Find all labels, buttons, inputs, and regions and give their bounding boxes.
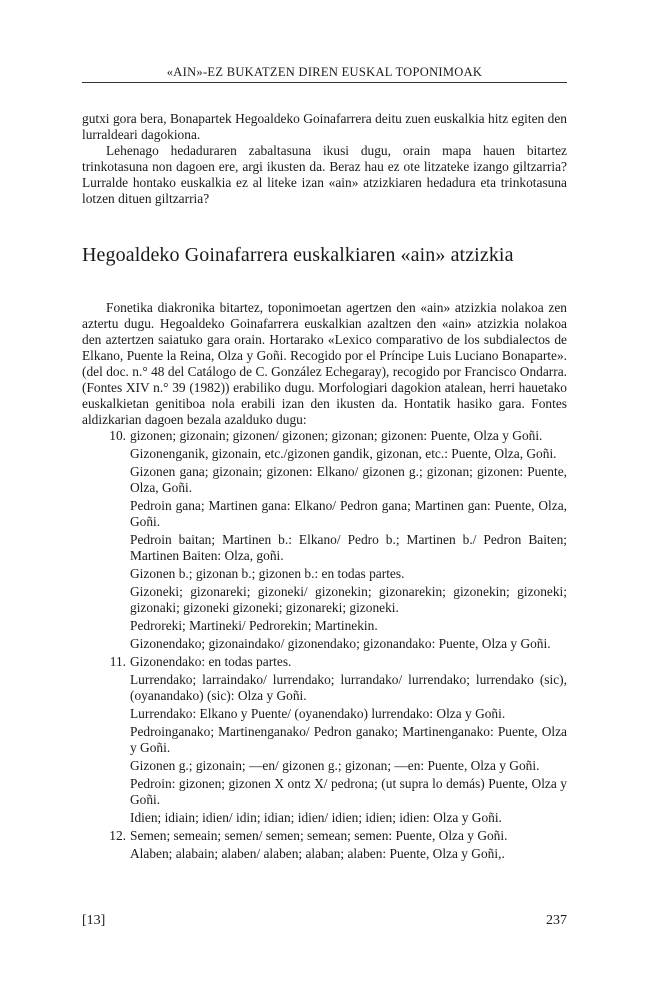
header-rule <box>82 82 567 83</box>
entry-10 <box>82 428 567 654</box>
running-header: «AIN»-EZ BUKATZEN DIREN EUSKAL TOPONIMOAK <box>166 65 483 79</box>
entry-list <box>82 428 567 864</box>
entry-line: Pedroin gana; Martinen gana: Elkano/ Pedron gana; Martinen gan: Puente, Olza, Goñi. <box>130 498 567 529</box>
section-heading: Hegoaldeko Goinafarrera euskalkiaren «ain» atzizkia <box>82 244 514 266</box>
entry-line: Pedroin baitan; Martinen b.: Elkano/ Pedro b.; Martinen b./ Pedron Baiten; Martinen Baiten: Olza, goñi. <box>130 532 567 563</box>
entry-line: Lurrendako; larraindako/ lurrendako; lurrandako/ lurrendako; lurrendako (sic), (oyanandako) (sic): Olza y Goñi. <box>130 672 567 703</box>
entry-11 <box>82 654 567 828</box>
entry-line: Gizonenganik, gizonain, etc./gizonen gandik, gizonan, etc.: Puente, Olza, Goñi. <box>130 446 557 461</box>
page-body <box>82 111 567 864</box>
entry-line: Alaben; alabain; alaben/ alaben; alaban; alaben: Puente, Olza y Goñi,. <box>130 846 505 861</box>
entry-body <box>130 428 567 654</box>
entry-line: Pedroreki; Martineki/ Pedrorekin; Martinekin. <box>130 618 378 633</box>
entry-line: Gizonen gana; gizonain; gizonen: Elkano/ gizonen g.; gizonan; gizonen: Puente, Olza, Goñi. <box>130 464 567 495</box>
entry-line: gizonen; gizonain; gizonen/ gizonen; gizonan; gizonen: Puente, Olza y Goñi. <box>130 428 543 443</box>
entry-line: Pedroin: gizonen; gizonen X ontz X/ pedrona; (ut supra lo demás) Puente, Olza y Goñi. <box>130 776 567 807</box>
entry-line: Gizonen b.; gizonan b.; gizonen b.: en todas partes. <box>130 566 405 581</box>
entry-line: Gizoneki; gizonareki; gizoneki/ gizonekin; gizonarekin; gizonekin; gizoneki; gizonaki; gizoneki gizoneki; gizonareki; gizoneki. <box>130 584 567 615</box>
intro-paragraph-1: gutxi gora bera, Bonapartek Hegoaldeko Goinafarrera deitu zuen euskalkia hitz egiten den lurraldeari dagokiona. <box>82 111 567 142</box>
section-paragraph: Fonetika diakronika bitartez, toponimoetan agertzen den «ain» atzizkia nolakoa zen aztertu dugu. Hegoaldeko Goinafarrera euskalkian azaltzen den «ain» atzizkia nolakoa den aztertzen saiatuko gara orain. Hortarako «Lexico comparativo de los subdialectos de Elkano, Puente la Reina, Olza y Goñi. Recogido por el Príncipe Luis Luciano Bonaparte». (del doc. n.° 48 del Catálogo de C. González Echegaray), recogido por Francisco Ondarra. (Fontes XIV n.° 39 (1982)) erabiliko dugu. Morfologiari dagokion atalean, herri hauetako euskalkietan genitiboa nola erabili izan den ikusten da. Hontatik hasiko gara. Fontes aldizkarian dagoen bezala azalduko dugu: <box>82 300 567 427</box>
entry-line: Lurrendako: Elkano y Puente/ (oyanendako) lurrendako: Olza y Goñi. <box>130 706 506 721</box>
intro-paragraph-2: Lehenago hedaduraren zabaltasuna ikusi dugu, orain mapa hauen bitartez trinkotasuna non dagoen ere, argi ikusten da. Beraz hau ez ote litzateke izango giltzarria? Lurralde hontako euskalkia ez al liteke izan «ain» atzizkiaren hedadura eta trinkotasuna lotzen dituen giltzarria? <box>82 143 567 206</box>
entry-body <box>130 654 567 828</box>
entry-line: Gizonen g.; gizonain; —en/ gizonen g.; gizonan; —en: Puente, Olza y Goñi. <box>130 758 540 773</box>
entry-12 <box>82 828 567 864</box>
entry-body <box>130 828 567 864</box>
entry-line: Gizonendako; gizonaindako/ gizonendako; gizonandako: Puente, Olza y Goñi. <box>130 636 551 651</box>
page-number: 237 <box>546 913 567 928</box>
entry-number: 12. <box>109 828 126 843</box>
footer-section-number: [13] <box>82 913 106 928</box>
entry-number: 10. <box>109 428 126 443</box>
entry-line: Gizonendako: en todas partes. <box>130 654 292 669</box>
entry-line: Pedroinganako; Martinenganako/ Pedron ganako; Martinenganako: Puente, Olza y Goñi. <box>130 724 567 755</box>
entry-number: 11. <box>109 654 126 669</box>
entry-line: Semen; semeain; semen/ semen; semean; semen: Puente, Olza y Goñi. <box>130 828 508 843</box>
entry-line: Idien; idiain; idien/ idin; idian; idien/ idien; idien; idien: Olza y Goñi. <box>130 810 502 825</box>
